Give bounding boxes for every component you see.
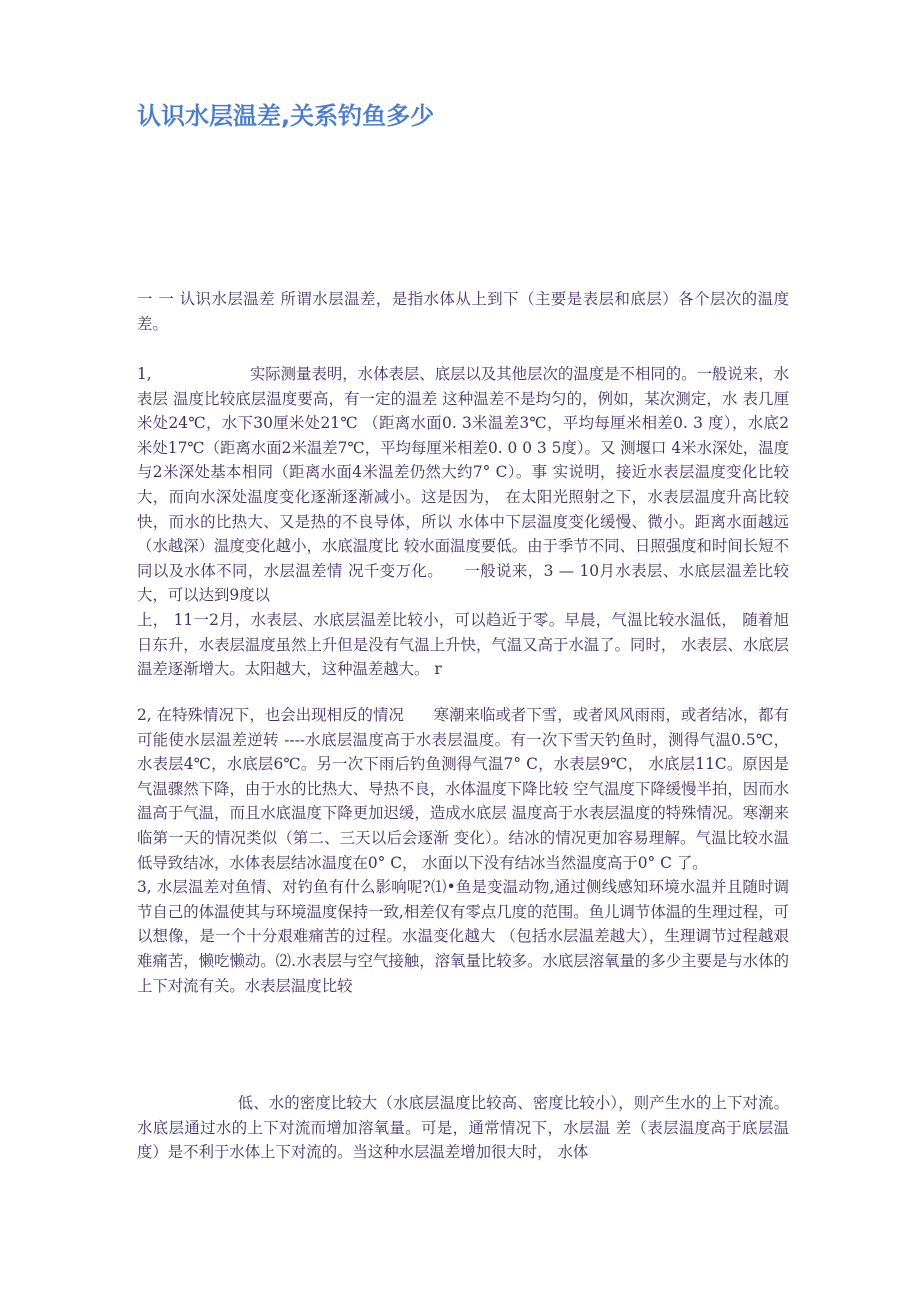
paragraph-2-3: 2, 在特殊情况下，也会出现相反的情况 寒潮来临或者下雪，或者风风雨雨，或者结冰，都有可能使水层温差逆转 ----水底层温度高于水表层温度。有一次下雪天钓鱼时，测得气温0.5℃，水表层4℃，水底层6℃。另一次下雨后钓鱼测得气温7° C，水表层9℃， 水底层11C。原因是气温骤然下降，由于水的比热大、导热不良，水体温度下降比较 空气温度下降缓慢半拍，因而水温高于气温，而且水底温度下降更加迟缓，造成水底层 温度高于水表层温度的特殊情况。寒潮来临第一天的情况类似（第二、三天以后会逐渐 变化）。结冰的情况更加容易理解。气温比较水温低导致结冰，水体表层结冰温度在0° C， 水面以下没有结冰当然温度高于0° C 了。 3, 水层温差对鱼情、对钓鱼有什么影响呢?⑴•鱼是变温动物,通过侧线感知环境水温并且随时调节自己的体温使其与环境温度保持一致,相差仅有零点几度的范围。鱼儿调节体温的生理过程，可以想像，是一个十分艰难痛苦的过程。水温变化越大 （包括水层温差越大），生理调节过程越艰难痛苦，懒吃懒动。⑵.水表层与空气接触，溶氧量比较多。水底层溶氧量的多少主要是与水体的上下对流有关。水表层温度比较 bbox=[137, 706, 789, 995]
paragraph-continued: 低、水的密度比较大（水底层温度比较高、密度比较小），则产生水的上下对流。水底层通过水的上下对流而增加溶氧量。可是，通常情况下，水层温 差（表层温度高于底层温度）是不利于水体上下对流的。当这种水层温差增加很大时， 水体 bbox=[137, 1094, 789, 1162]
paragraph-intro: 一 一 认识水层温差 所谓水层温差，是指水体从上到下（主要是表层和底层）各个层次的温度差。 bbox=[137, 290, 789, 333]
paragraph-1: 1, 实际测量表明，水体表层、底层以及其他层次的温度是不相同的。一般说来，水表层 温度比较底层温度要高，有一定的温差 这种温差不是均匀的，例如，某次测定，水 表几厘米处24℃，水下30厘米处21℃ （距离水面0. 3米温差3℃，平均每厘米相差0. 3 度），水底2米处17℃（距离水面2米温差7℃，平均每厘米相差0. 0 0 3 5度）。又 测堰口 4米水深处，温度与2米深处基本相同（距离水面4米温差仍然大约7° C）。事 实说明，接近水表层温度变化比较大，而向水深处温度变化逐渐逐渐减小。这是因为， 在太阳光照射之下，水表层温度升高比较快，而水的比热大、又是热的不良导体，所以 水体中下层温度变化缓慢、微小。距离水面越远（水越深）温度变化越小，水底温度比 较水面温度要低。由于季节不同、日照强度和时间长短不同以及水体不同，水层温差情 况千变万化。 一般说来，3 — 10月水表层、水底层温差比较大，可以达到9度以 上， 11一2月，水表层、水底层温差比较小，可以趋近于零。早晨，气温比较水温低， 随着旭日东升，水表层温度虽然上升但是没有气温上升快，气温又高于水温了。同时， 水表层、水底层温差逐渐增大。太阳越大，这种温差越大。 r bbox=[137, 365, 789, 679]
document-title: 认识水层温差,关系钓鱼多少 bbox=[137, 102, 435, 130]
